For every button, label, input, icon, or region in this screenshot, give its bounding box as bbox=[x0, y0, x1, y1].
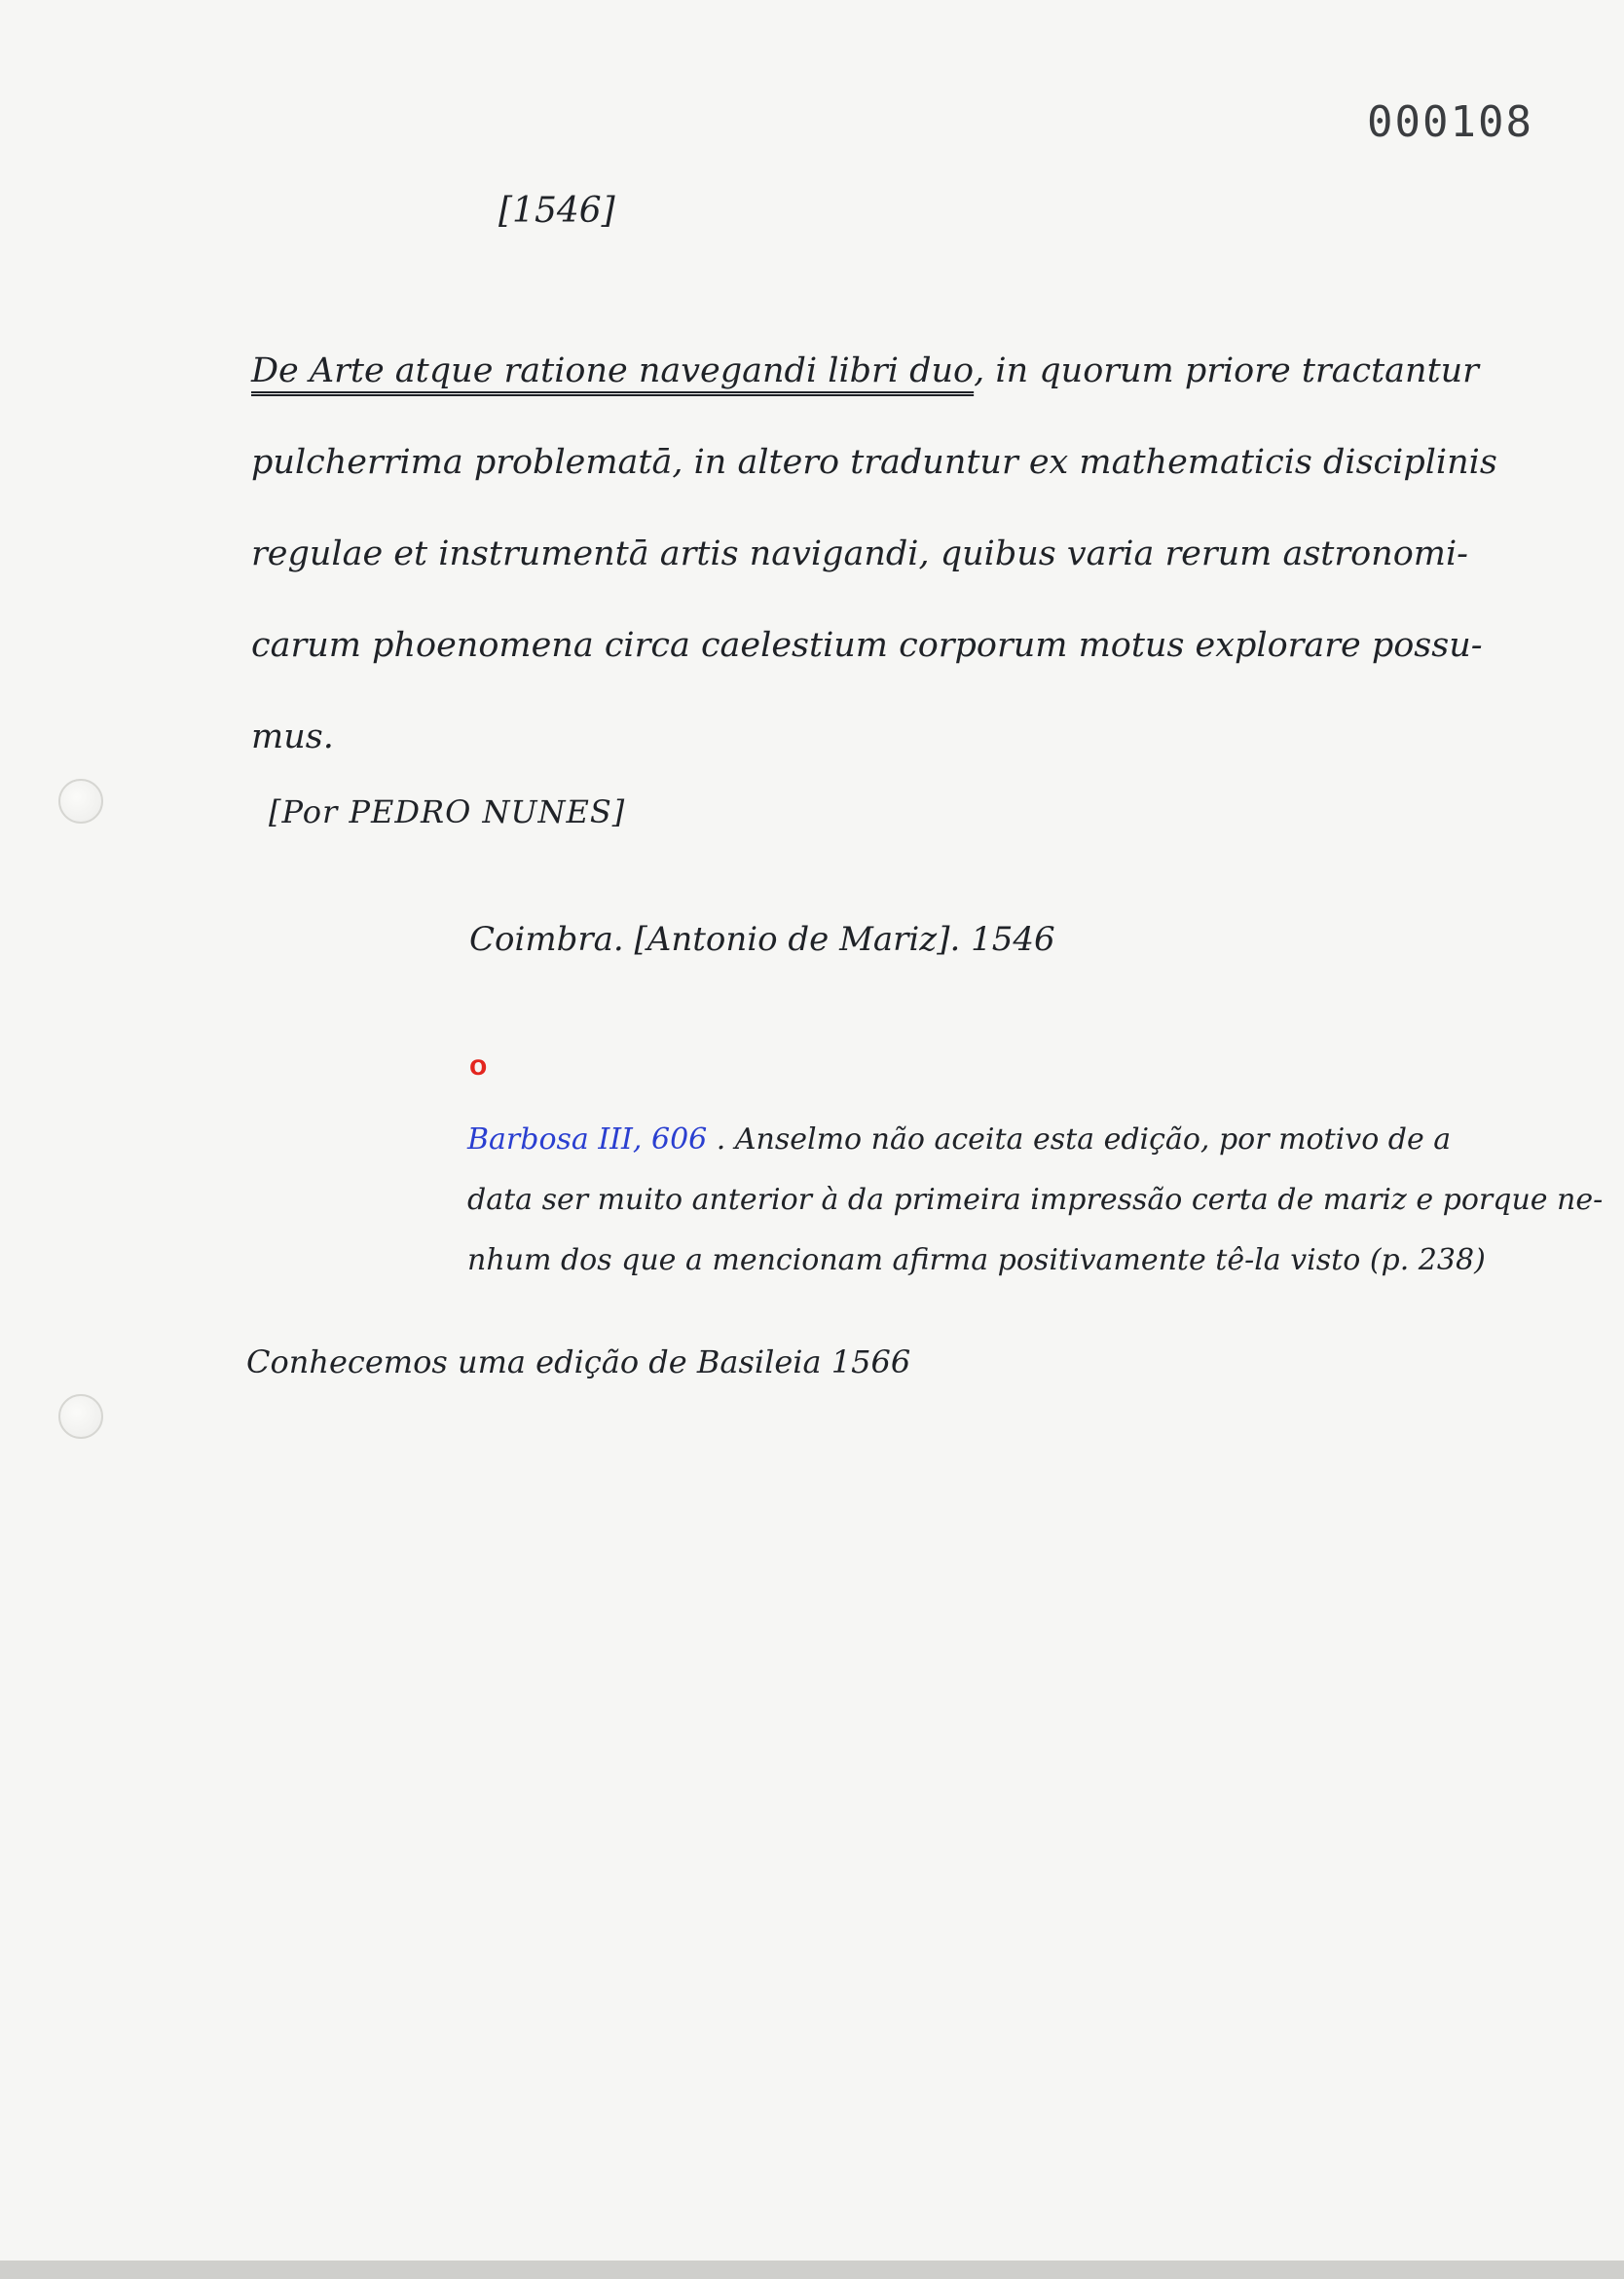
note-line-2: data ser muito anterior à da primeira impressão certa de mariz e porque ne- bbox=[467, 1183, 1604, 1217]
year-heading: [1546] bbox=[498, 191, 615, 231]
title-block bbox=[251, 325, 1517, 783]
note-line-1-rest: . Anselmo não aceita esta edição, por motivo de a bbox=[707, 1122, 1452, 1157]
title-line-1 bbox=[251, 325, 1517, 417]
punch-hole-lower bbox=[58, 1394, 103, 1439]
red-circle-mark: o bbox=[469, 1049, 488, 1082]
note-reference: Barbosa III, 606 bbox=[467, 1122, 708, 1157]
title-line-3: regulae et instrumentā artis navigandi, quibus varia rerum astronomi- bbox=[251, 534, 1468, 573]
title-line-4: carum phoenomena circa caelestium corporum motus explorare possu- bbox=[251, 626, 1483, 665]
author-attribution: [Por PEDRO NUNES] bbox=[269, 793, 626, 830]
title-line-5: mus. bbox=[251, 717, 334, 756]
bibliographic-note bbox=[467, 1110, 1604, 1291]
page-number-stamp: 000108 bbox=[1367, 97, 1533, 147]
title-line-1-rest: , in quorum priore tractantur bbox=[974, 351, 1479, 390]
punch-hole-upper bbox=[58, 779, 103, 824]
scan-bottom-edge bbox=[0, 2261, 1624, 2279]
title-underlined: De Arte atque ratione navegandi libri duo bbox=[251, 351, 975, 390]
imprint-line: Coimbra. [Antonio de Mariz]. 1546 bbox=[469, 920, 1055, 959]
note-line-3: nhum dos que a mencionam afirma positivamente tê-la visto (p. 238) bbox=[467, 1243, 1486, 1277]
note-line-1 bbox=[467, 1110, 1538, 1170]
title-line-2: pulcherrima problematā, in altero traduntur ex mathematicis disciplinis bbox=[251, 443, 1497, 482]
edition-note: Conhecemos uma edição de Basileia 1566 bbox=[246, 1343, 911, 1380]
